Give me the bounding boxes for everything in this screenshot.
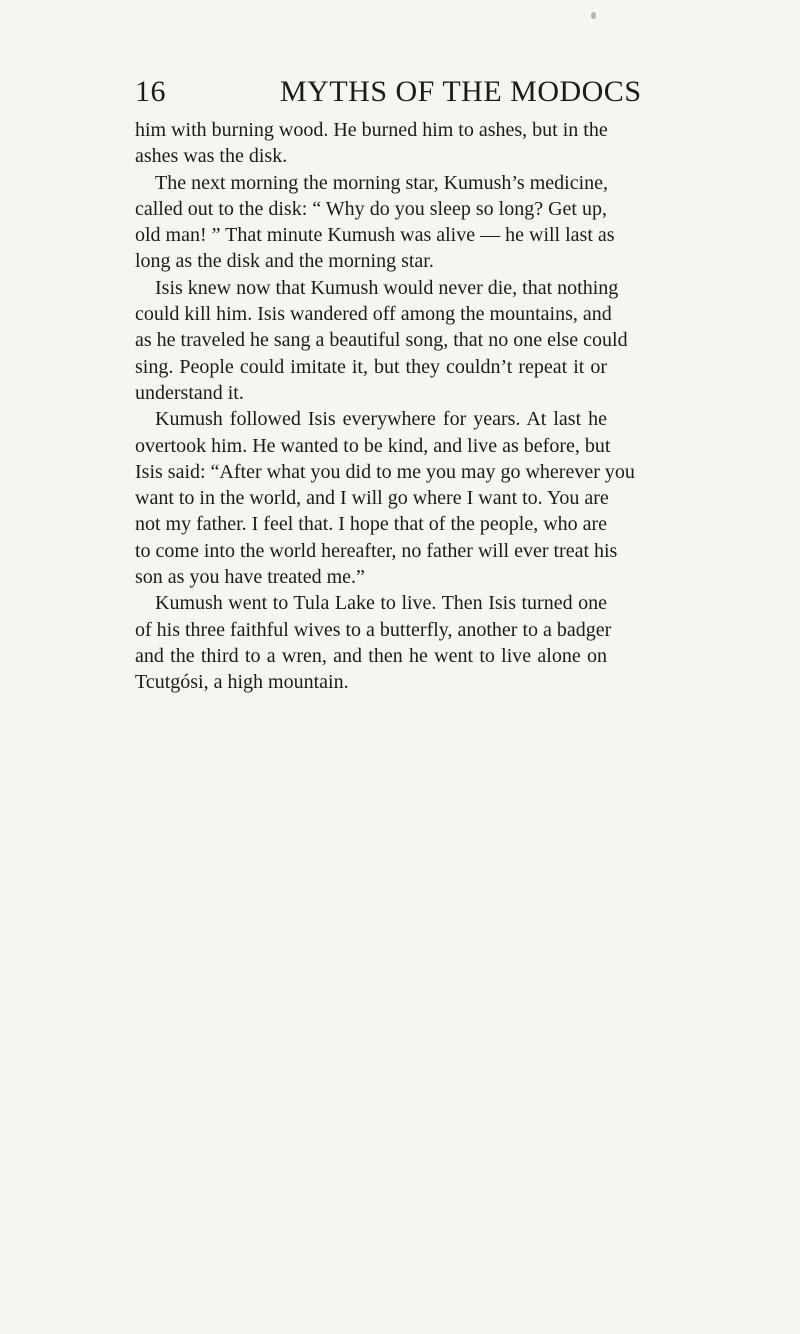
text-line: and the third to a wren, and then he went to live alone on xyxy=(135,644,607,667)
text-line: as he traveled he sang a beautiful song, that no one else could xyxy=(135,329,628,352)
text-line: ashes was the disk. xyxy=(135,145,288,168)
text-line: son as you have treated me.” xyxy=(135,566,365,589)
text-line: Isis said: “After what you did to me you may go wherever you xyxy=(135,460,635,483)
ink-speck xyxy=(591,12,596,19)
text-line: Kumush followed Isis everywhere for years. At last he xyxy=(155,408,607,431)
text-line: not my father. I feel that. I hope that of the people, who are xyxy=(135,513,608,536)
text-line: to come into the world hereafter, no father will ever treat his xyxy=(135,539,618,562)
text-line: overtook him. He wanted to be kind, and live as before, but xyxy=(135,434,611,457)
text-line: The next morning the morning star, Kumush’s medicine, xyxy=(155,171,609,194)
text-line: Tcutgósi, a high mountain. xyxy=(135,671,349,694)
text-line: could kill him. Isis wandered off among the mountains, and xyxy=(135,303,612,326)
body-text xyxy=(135,117,635,696)
text-line: understand it. xyxy=(135,381,244,404)
running-title: MYTHS OF THE MODOCS xyxy=(280,75,642,108)
text-line: old man! ” That minute Kumush was alive — he will last as xyxy=(135,224,615,247)
text-line: want to in the world, and I will go where I want to. You are xyxy=(135,487,609,510)
text-line: Kumush went to Tula Lake to live. Then Isis turned one xyxy=(155,592,607,615)
text-line: sing. People could imitate it, but they couldn’t repeat it or xyxy=(135,355,607,378)
text-line: him with burning wood. He burned him to ashes, but in the xyxy=(135,119,608,141)
text-line: called out to the disk: “ Why do you sleep so long? Get up, xyxy=(135,197,607,220)
text-line: Isis knew now that Kumush would never die, that nothing xyxy=(155,276,619,299)
text-line: long as the disk and the morning star. xyxy=(135,250,434,273)
page-number: 16 xyxy=(135,75,166,108)
text-line: of his three faithful wives to a butterfly, another to a badger xyxy=(135,618,612,641)
running-head xyxy=(135,72,642,112)
